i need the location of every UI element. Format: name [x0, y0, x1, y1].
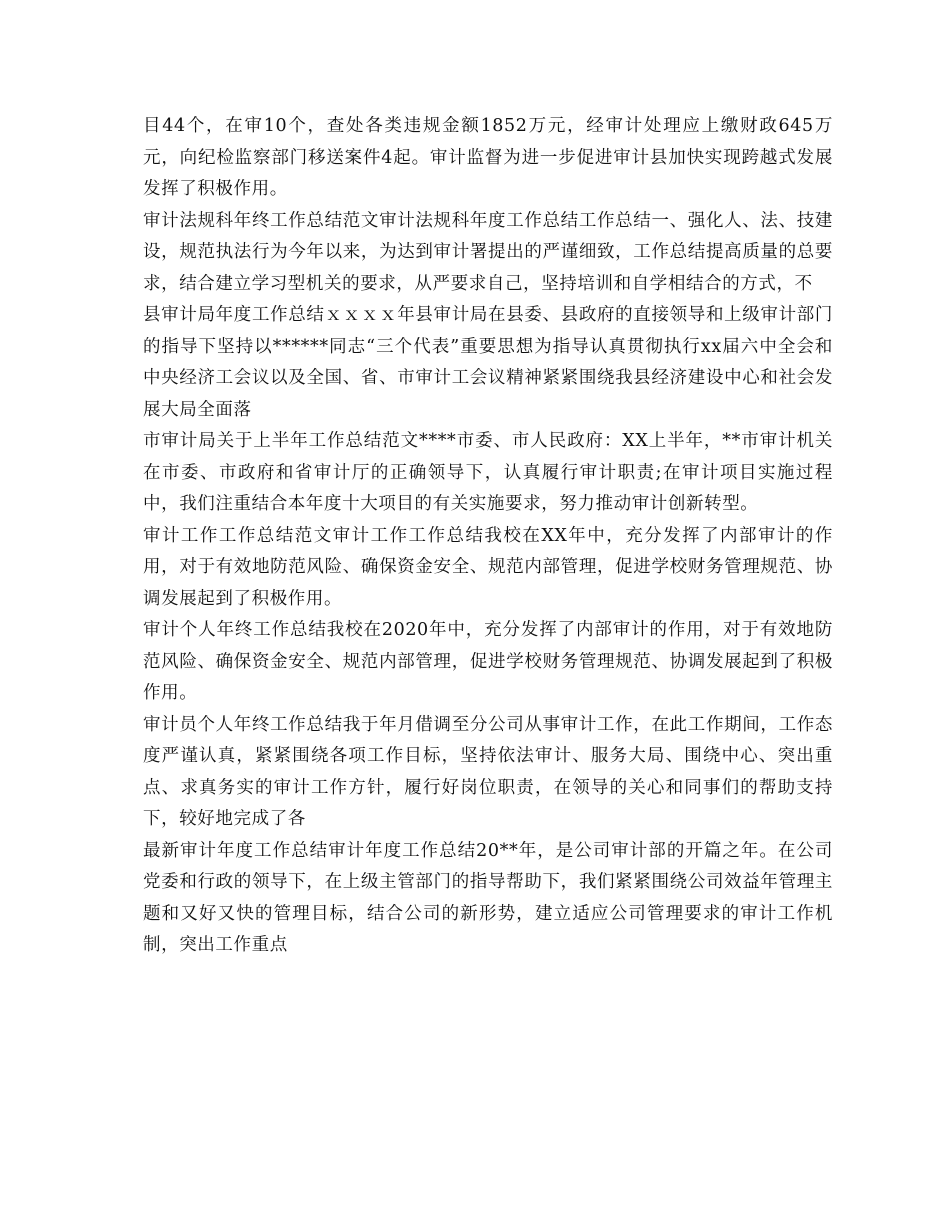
paragraph-5: 审计工作工作总结范文审计工作工作总结我校在XX年中，充分发挥了内部审计的作用，对于有效地防范风险、确保资金安全、规范内部管理，促进学校财务管理规范、协调发展起到了积极作用。 — [143, 525, 833, 609]
paragraph-8: 最新审计年度工作总结审计年度工作总结20**年，是公司审计部的开篇之年。在公司党委和行政的领导下，在上级主管部门的指导帮助下，我们紧紧围绕公司效益年管理主题和又好又快的管理目标，结合公司的新形势，建立适应公司管理要求的审计工作机制，突出工作重点 — [143, 840, 833, 955]
paragraph-6: 审计个人年终工作总结我校在2020年中，充分发挥了内部审计的作用，对于有效地防范风险、确保资金安全、规范内部管理，促进学校财务管理规范、协调发展起到了积极作用。 — [143, 620, 833, 703]
paragraph-2: 审计法规科年终工作总结范文审计法规科年度工作总结工作总结一、强化人、法、技建设，规范执法行为今年以来，为达到审计署提出的严谨细致，工作总结提高质量的总要求，结合建立学习型机关的要求，从严要求自己，坚持培训和自学相结合的方式，不 — [143, 210, 833, 294]
paragraph-4: 市审计局关于上半年工作总结范文****市委、市人民政府：XX上半年，**市审计机关在市委、市政府和省审计厅的正确领导下，认真履行审计职责;在审计项目实施过程中，我们注重结合本年度十大项目的有关实施要求，努力推动审计创新转型。 — [143, 431, 833, 514]
document-body — [143, 111, 833, 962]
paragraph-1: 目44个，在审10个，查处各类违规金额1852万元，经审计处理应上缴财政645万元，向纪检监察部门移送案件4起。审计监督为进一步促进审计县加快实现跨越式发展发挥了积极作用。 — [143, 116, 833, 199]
paragraph-3: 县审计局年度工作总结ｘｘｘｘ年县审计局在县委、县政府的直接领导和上级审计部门的指导下坚持以******同志“三个代表”重要思想为指导认真贯彻执行xx届六中全会和中央经济工会议以及全国、省、市审计工会议精神紧紧围绕我县经济建设中心和社会发展大局全面落 — [143, 305, 833, 420]
paragraph-7: 审计员个人年终工作总结我于年月借调至分公司从事审计工作，在此工作期间，工作态度严谨认真，紧紧围绕各项工作目标，坚持依法审计、服务大局、围绕中心、突出重点、求真务实的审计工作方针，履行好岗位职责，在领导的关心和同事们的帮助支持下，较好地完成了各 — [143, 714, 833, 829]
